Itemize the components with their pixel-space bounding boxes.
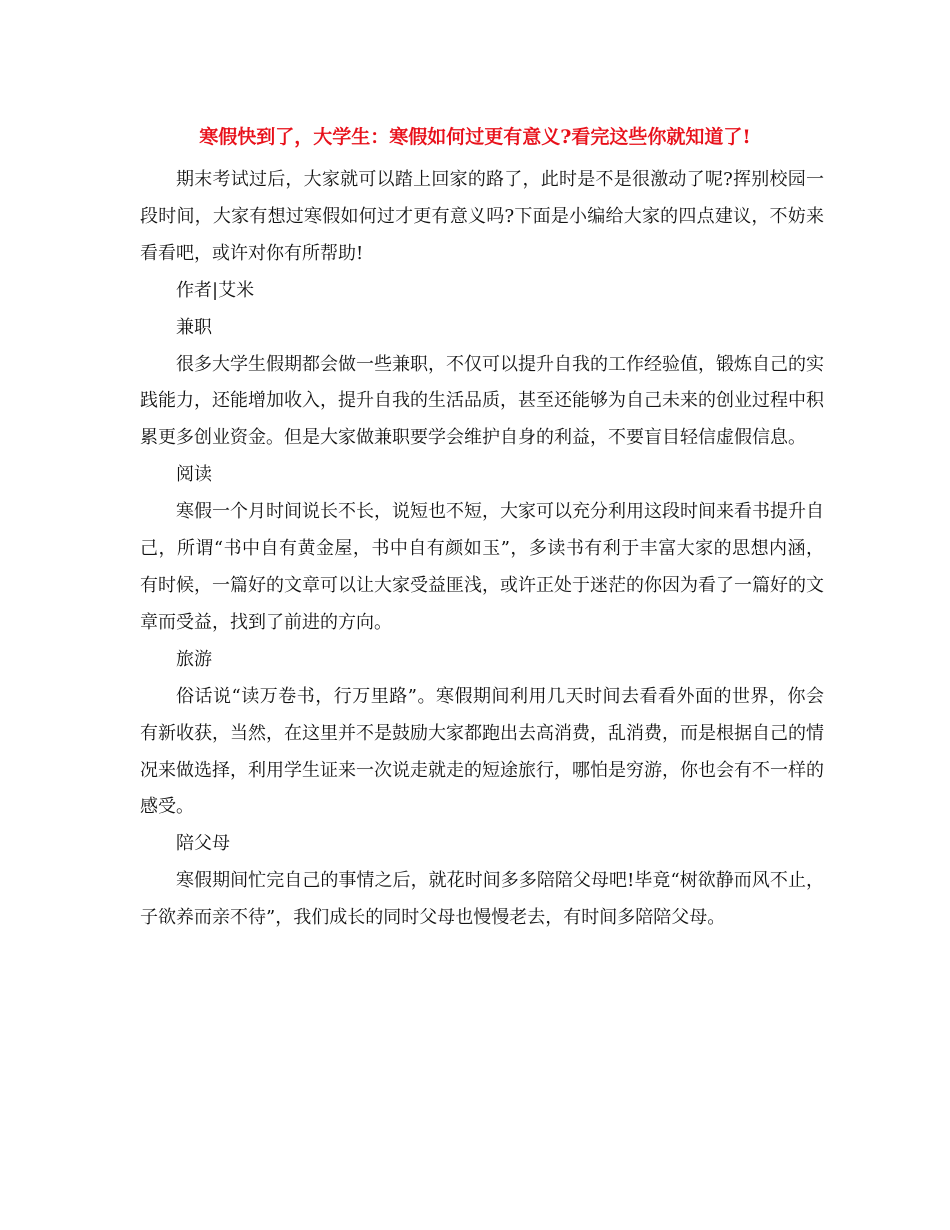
intro-paragraph: 期末考试过后，大家就可以踏上回家的路了，此时是不是很激动了呢?挥别校园一段时间，大家有想过寒假如何过才更有意义吗?下面是小编给大家的四点建议，不妨来看看吧，或许对你有所帮助! (140, 169, 824, 264)
section-text-reading: 寒假一个月时间说长不长，说短也不短，大家可以充分利用这段时间来看书提升自己，所谓“书中自有黄金屋，书中自有颜如玉”，多读书有利于丰富大家的思想内涵，有时候，一篇好的文章可以让大家受益匪浅，或许正处于迷茫的你因为看了一篇好的文章而受益，找到了前进的方向。 (140, 501, 824, 633)
section-heading-part-time: 兼职 (176, 316, 212, 338)
article-title: 寒假快到了，大学生：寒假如何过更有意义?看完这些你就知道了! (199, 126, 751, 148)
author-line: 作者|艾米 (176, 279, 255, 301)
section-heading-parents: 陪父母 (176, 833, 230, 855)
section-heading-reading: 阅读 (176, 464, 212, 486)
section-text-travel: 俗话说“读万卷书，行万里路”。寒假期间利用几天时间去看看外面的世界，你会有新收获，当然，在这里并不是鼓励大家都跑出去高消费，乱消费，而是根据自己的情况来做选择，利用学生证来一次说走就走的短途旅行，哪怕是穷游，你也会有不一样的感受。 (140, 685, 824, 818)
section-heading-travel: 旅游 (176, 648, 212, 670)
section-text-part-time: 很多大学生假期都会做一些兼职，不仅可以提升自我的工作经验值，锻炼自己的实践能力，还能增加收入，提升自我的生活品质，甚至还能够为自己未来的创业过程中积累更多创业资金。但是大家做兼职要学会维护自身的利益，不要盲目轻信虚假信息。 (140, 353, 824, 449)
article-body (140, 162, 824, 937)
section-text-parents: 寒假期间忙完自己的事情之后，就花时间多多陪陪父母吧!毕竟“树欲静而风不止，子欲养而亲不待”，我们成长的同时父母也慢慢老去，有时间多陪陪父母。 (140, 870, 824, 929)
